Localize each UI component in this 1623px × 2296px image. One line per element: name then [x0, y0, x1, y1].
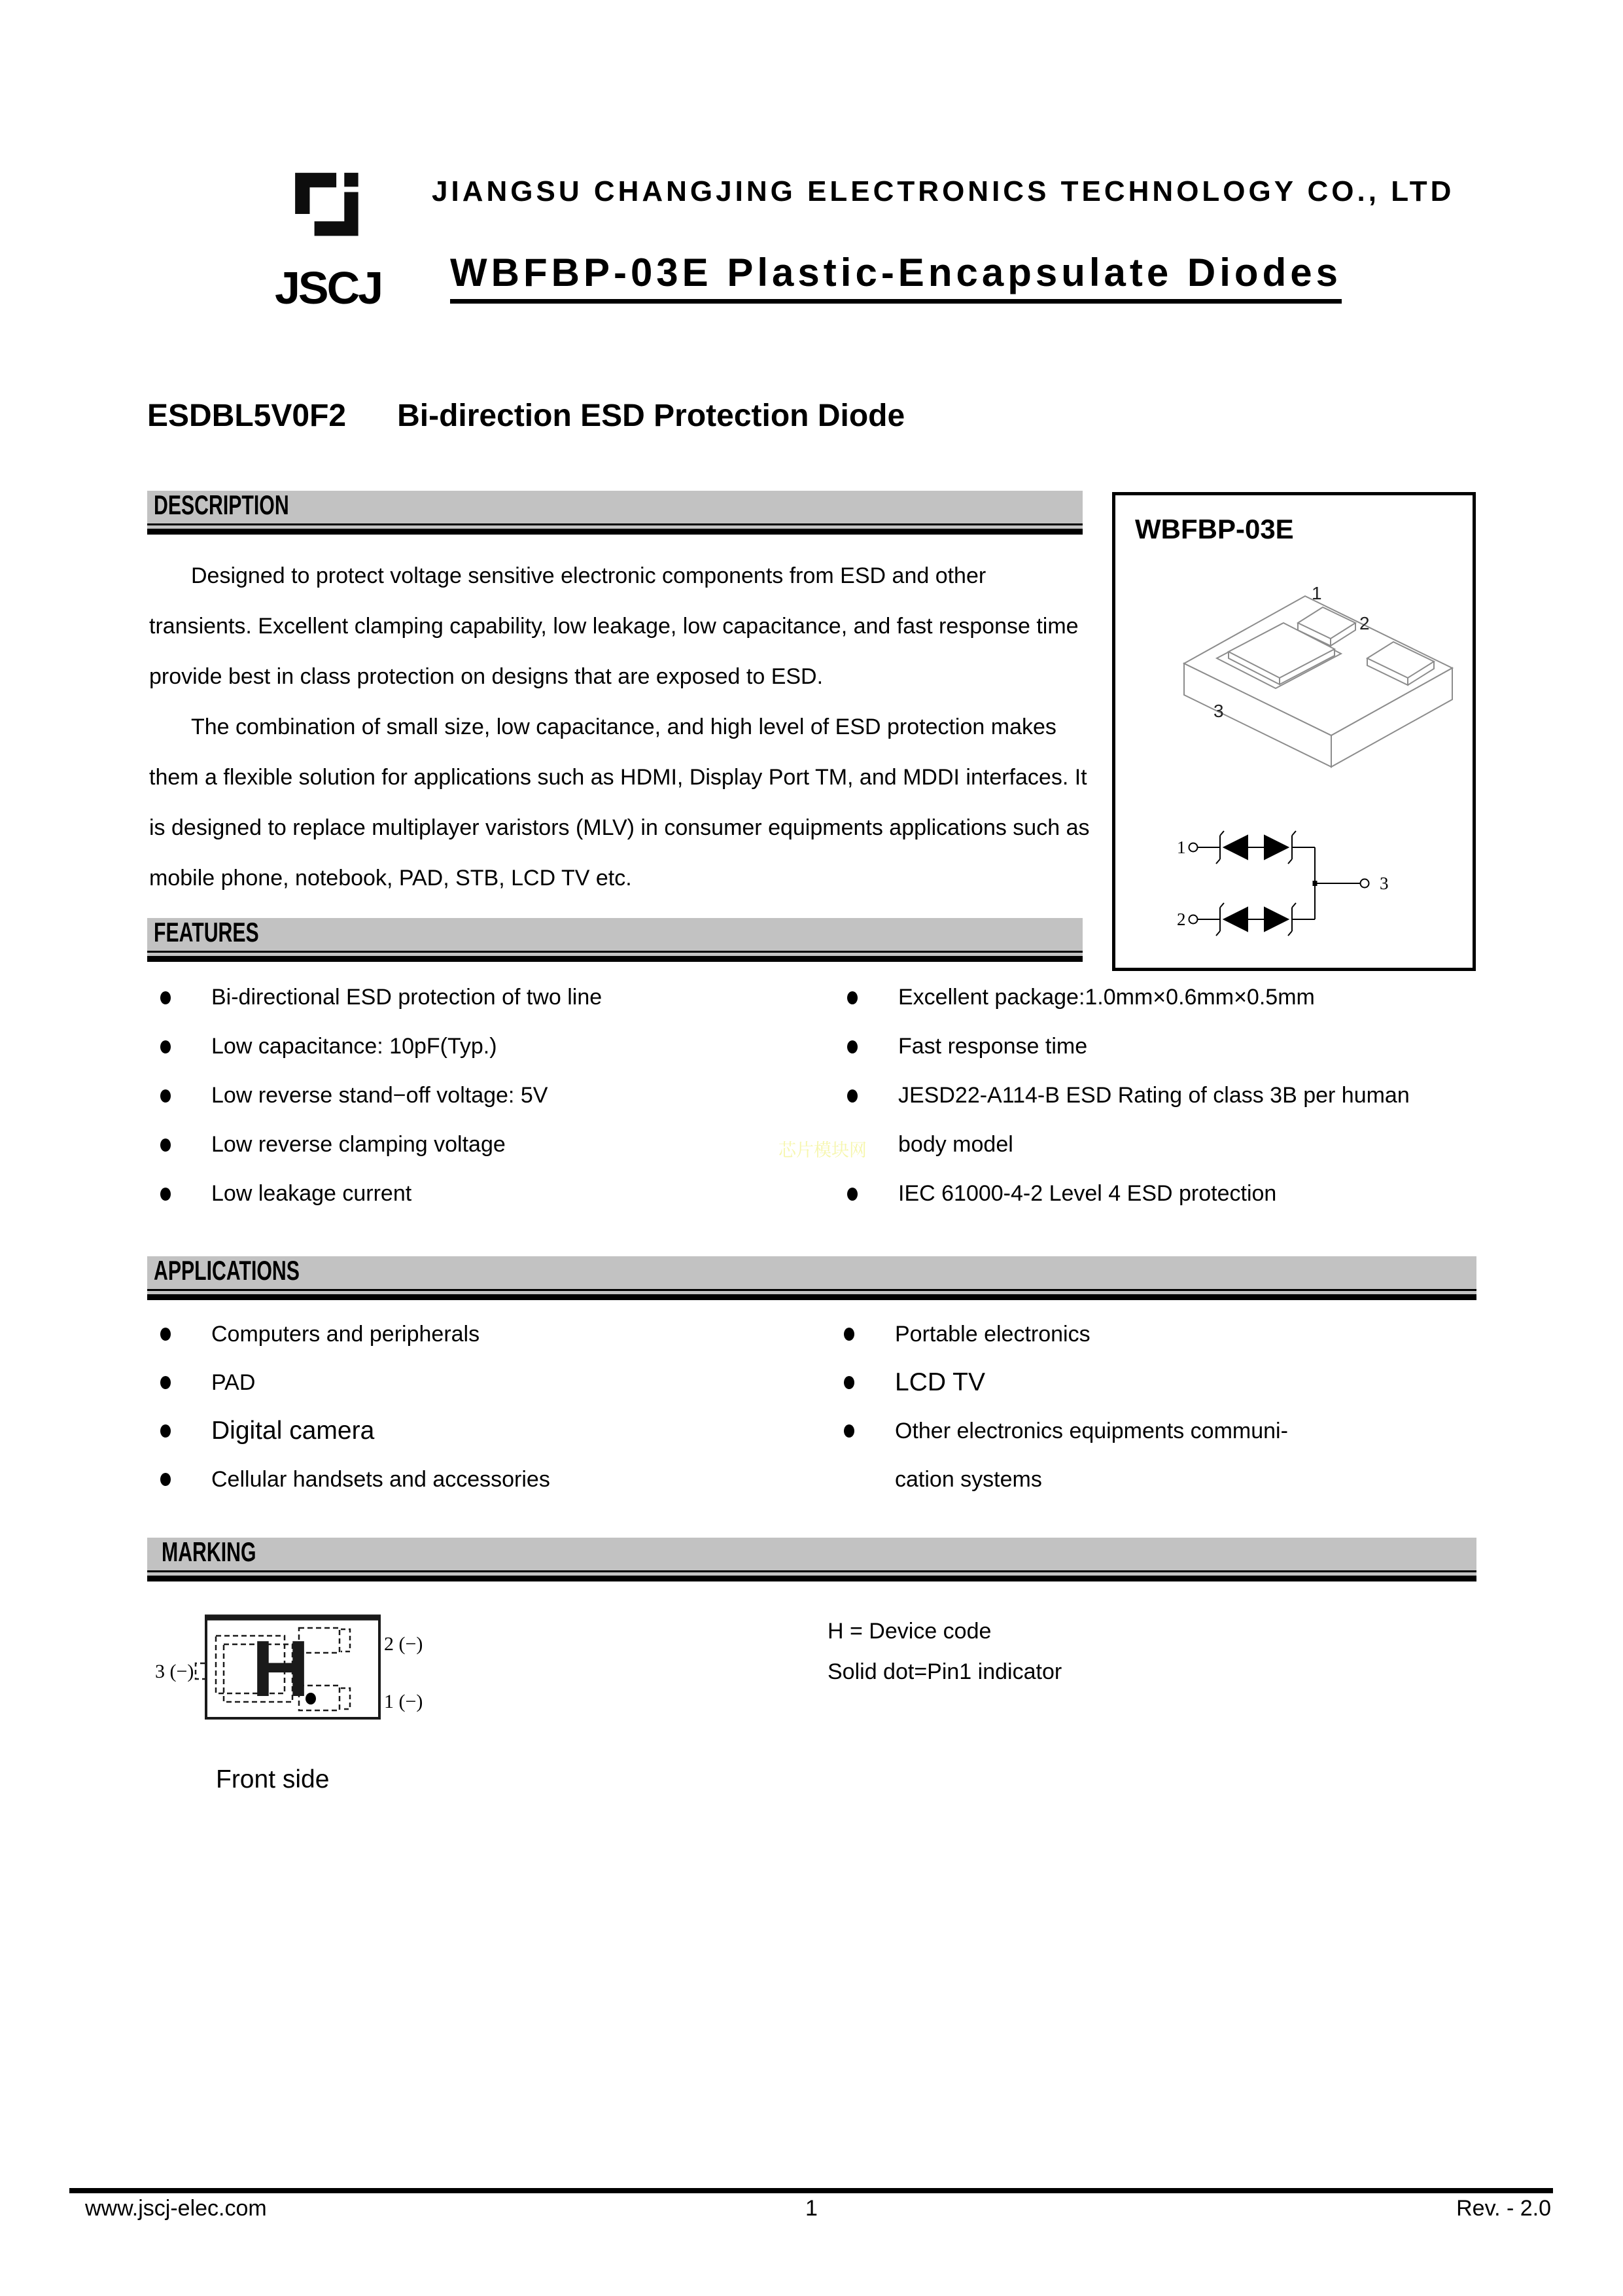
- description-section-bar: [147, 491, 1083, 535]
- bullet-icon: [847, 1040, 858, 1053]
- part-title: Bi-direction ESD Protection Diode: [397, 398, 905, 433]
- feature-text: body model: [898, 1132, 1013, 1157]
- watermark-text: 芯片模块网: [778, 1140, 867, 1160]
- package-name: WBFBP-03E: [1135, 514, 1294, 544]
- features-right-column: [847, 973, 1410, 1218]
- company-name: JIANGSU CHANGJING ELECTRONICS TECHNOLOGY CO., LTD: [432, 175, 1455, 207]
- application-item: [160, 1358, 550, 1407]
- feature-item: [160, 1120, 602, 1169]
- bullet-icon: [160, 1424, 171, 1438]
- application-item: [160, 1455, 550, 1504]
- bullet-icon: [160, 1376, 171, 1389]
- footer-revision: Rev. - 2.0: [1456, 2196, 1551, 2221]
- bullet-icon: [847, 1089, 858, 1103]
- application-item: [160, 1310, 550, 1358]
- jscj-logo-icon: [290, 170, 373, 255]
- application-text: PAD: [211, 1369, 256, 1395]
- application-item: [844, 1407, 1288, 1455]
- description-paragraph: The combination of small size, low capacitance, and high level of ESD protection makes them a flexible solution for applications such as HDMI, Display Port TM, and MDDI interfaces. It is designed to replace multiplayer varistors (MLV) in consumer equipments applications such as mobile phone, notebook, PAD, STB, LCD TV etc.: [149, 715, 1090, 891]
- bullet-icon: [160, 1040, 171, 1053]
- feature-text: Bi-directional ESD protection of two line: [211, 985, 602, 1010]
- feature-item: [160, 1071, 602, 1120]
- applications-section-bar: [147, 1256, 1476, 1300]
- bullet-icon: [160, 991, 171, 1004]
- application-item-continuation: [844, 1455, 1288, 1504]
- bullet-icon: [844, 1376, 854, 1389]
- features-section-bar: [147, 918, 1083, 962]
- features-left-column: [160, 973, 602, 1218]
- document-title: WBFBP-03E Plastic-Encapsulate Diodes: [450, 250, 1342, 304]
- feature-text: IEC 61000-4-2 Level 4 ESD protection: [898, 1181, 1277, 1206]
- marking-section-bar: [147, 1538, 1476, 1581]
- schematic-pin3-label: 3: [1380, 874, 1389, 893]
- marking-diagram: [154, 1610, 448, 1750]
- description-text: [149, 551, 1090, 904]
- bullet-icon: [847, 1188, 858, 1201]
- marking-pin1-label: 1 (−): [384, 1691, 423, 1712]
- front-side-label: Front side: [216, 1765, 330, 1793]
- applications-left-column: [160, 1310, 550, 1504]
- applications-right-column: [844, 1310, 1288, 1504]
- feature-text: Low leakage current: [211, 1181, 412, 1206]
- footer-website: www.jscj-elec.com: [85, 2196, 267, 2221]
- description-paragraph: Designed to protect voltage sensitive electronic components from ESD and other transients. Excellent clamping capability, low leakage, low capacitance, and fast response time provide best in class protection on designs that are exposed to ESD.: [149, 563, 1079, 689]
- marking-note: Solid dot=Pin1 indicator: [828, 1659, 1062, 1684]
- application-item: [844, 1310, 1288, 1358]
- application-text: cation systems: [895, 1466, 1042, 1492]
- package-pin2-label: 2: [1359, 613, 1370, 633]
- marking-device-letter: H: [252, 1624, 310, 1713]
- marking-notes: [828, 1611, 1062, 1692]
- marking-pin2-label: 2 (−): [384, 1633, 423, 1655]
- bullet-icon: [844, 1328, 854, 1341]
- feature-item: [160, 1022, 602, 1071]
- feature-item-continuation: [847, 1120, 1410, 1169]
- feature-item: [847, 973, 1410, 1022]
- bullet-icon: [160, 1188, 171, 1201]
- marking-pin3-label: 3 (−): [155, 1661, 194, 1682]
- marking-heading: MARKING: [162, 1536, 256, 1567]
- application-text: Computers and peripherals: [211, 1321, 480, 1347]
- package-3d-drawing: [1178, 560, 1465, 769]
- feature-text: Low reverse clamping voltage: [211, 1132, 506, 1157]
- feature-text: Fast response time: [898, 1034, 1088, 1059]
- feature-text: Low capacitance: 10pF(Typ.): [211, 1034, 497, 1059]
- package-pin3-label: 3: [1213, 701, 1224, 721]
- application-text: Cellular handsets and accessories: [211, 1466, 550, 1492]
- application-text: Portable electronics: [895, 1321, 1091, 1347]
- feature-text: JESD22-A114-B ESD Rating of class 3B per human: [898, 1083, 1410, 1108]
- logo-text: JSCJ: [275, 262, 382, 313]
- feature-item: [160, 973, 602, 1022]
- part-number: ESDBL5V0F2: [147, 398, 347, 433]
- application-item: [844, 1358, 1288, 1407]
- feature-text: Excellent package:1.0mm×0.6mm×0.5mm: [898, 985, 1315, 1010]
- application-text: Other electronics equipments communi-: [895, 1418, 1288, 1443]
- feature-item: [847, 1022, 1410, 1071]
- feature-item: [160, 1169, 602, 1218]
- package-pin1-label: 1: [1312, 583, 1322, 603]
- bullet-icon: [160, 1473, 171, 1486]
- bullet-icon: [847, 991, 858, 1004]
- applications-heading: APPLICATIONS: [154, 1255, 300, 1286]
- bullet-icon: [160, 1089, 171, 1103]
- schematic-pin2-label: 2: [1177, 910, 1186, 929]
- schematic-pin1-label: 1: [1177, 838, 1186, 857]
- application-text: LCD TV: [895, 1368, 985, 1396]
- feature-text: Low reverse stand−off voltage: 5V: [211, 1083, 548, 1108]
- description-heading: DESCRIPTION: [154, 489, 289, 520]
- footer-rule: [69, 2188, 1553, 2193]
- marking-note: H = Device code: [828, 1619, 992, 1644]
- feature-item: [847, 1169, 1410, 1218]
- part-heading: [147, 398, 905, 434]
- bullet-icon: [160, 1328, 171, 1341]
- bullet-icon: [160, 1139, 171, 1152]
- footer-page-number: 1: [805, 2196, 818, 2221]
- application-text: Digital camera: [211, 1417, 375, 1445]
- feature-item: [847, 1071, 1410, 1120]
- application-item: [160, 1407, 550, 1455]
- features-heading: FEATURES: [154, 917, 259, 947]
- bullet-icon: [844, 1424, 854, 1438]
- schematic-drawing: [1174, 821, 1403, 942]
